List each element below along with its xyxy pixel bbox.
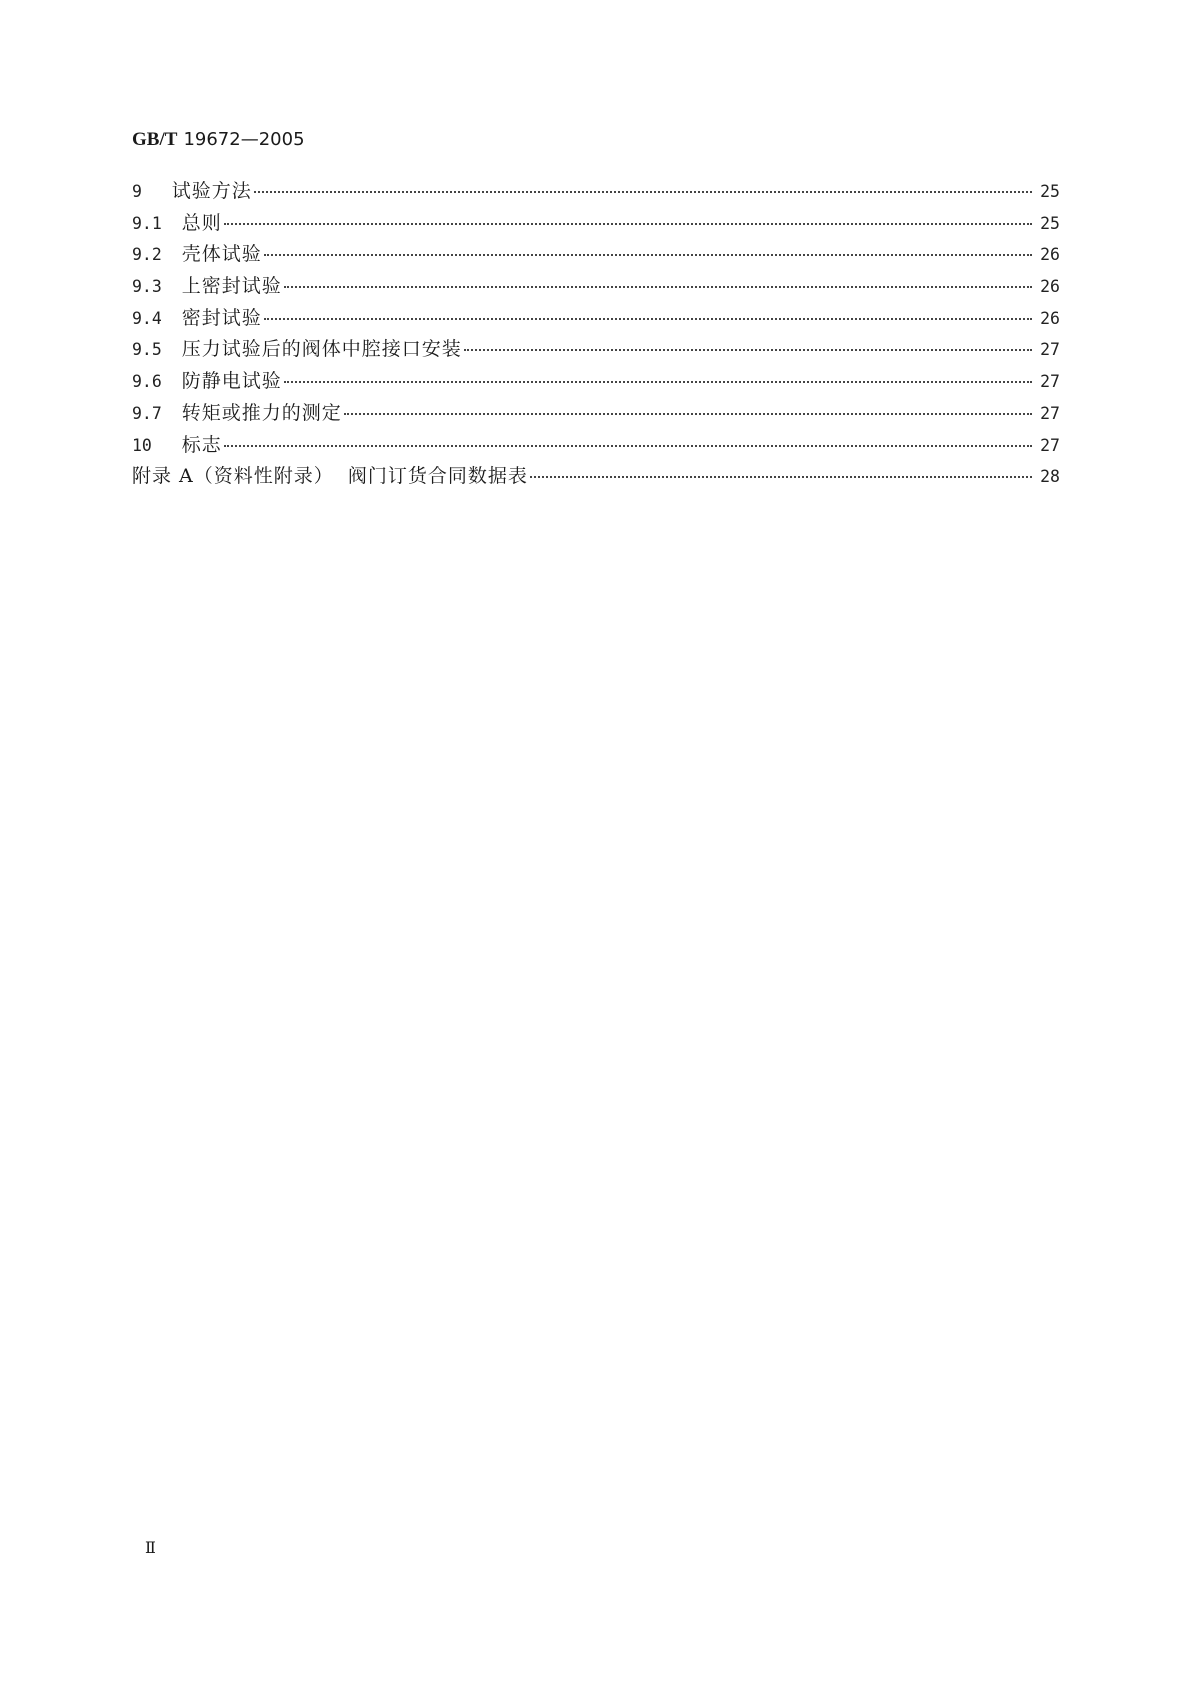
toc-dot-leader <box>530 475 1032 478</box>
toc-entry-9-5[interactable] <box>132 338 1060 370</box>
toc-entry-number: 10 <box>132 435 152 455</box>
toc-entry-9-1[interactable] <box>132 212 1060 244</box>
toc-dot-leader <box>264 253 1032 256</box>
table-of-contents <box>132 180 1060 497</box>
toc-entry-page: 26 <box>1040 245 1060 265</box>
toc-dot-leader <box>284 285 1032 288</box>
page-number: Ⅱ <box>145 1540 156 1557</box>
toc-entry-title: 试验方法 <box>171 180 252 202</box>
toc-entry-gap <box>162 276 182 298</box>
toc-entry-title: 上密封试验 <box>181 275 282 298</box>
standard-code <box>132 127 305 152</box>
toc-dot-leader <box>224 222 1032 225</box>
toc-dot-leader <box>284 380 1032 383</box>
toc-entry-gap <box>162 371 182 393</box>
toc-entry-gap <box>162 244 182 266</box>
toc-entry-gap <box>162 213 182 235</box>
toc-dot-leader <box>344 412 1032 415</box>
toc-entry-title: 总则 <box>181 211 222 234</box>
toc-entry-title: 壳体试验 <box>181 243 262 266</box>
toc-entry-page: 27 <box>1040 340 1060 360</box>
toc-entry-page: 27 <box>1040 435 1060 455</box>
toc-entry-title: 转矩或推力的测定 <box>181 401 342 424</box>
toc-entry-title: 密封试验 <box>181 306 262 329</box>
toc-entry-title: 压力试验后的阀体中腔接口安装 <box>181 338 462 361</box>
toc-dot-leader <box>224 444 1032 447</box>
toc-entry-number: 9 <box>132 182 142 201</box>
toc-entry-9-7[interactable] <box>132 402 1060 434</box>
toc-entry-number: 9.7 <box>132 403 162 423</box>
toc-entry-9-3[interactable] <box>132 275 1060 307</box>
toc-entry-gap <box>162 308 182 330</box>
toc-entry-gap <box>162 339 182 361</box>
standard-number: 19672—2005 <box>183 129 305 150</box>
toc-entry-number: 9.1 <box>132 213 162 233</box>
toc-entry-gap <box>142 181 172 203</box>
toc-entry-9[interactable] <box>132 180 1060 212</box>
toc-entry-page: 26 <box>1040 277 1060 297</box>
toc-entry-page: 25 <box>1040 213 1060 233</box>
toc-dot-leader <box>464 348 1032 351</box>
toc-entry-appendix-a[interactable] <box>132 465 1060 497</box>
toc-entry-number: 9.6 <box>132 372 162 392</box>
toc-entry-9-2[interactable] <box>132 243 1060 275</box>
toc-dot-leader <box>264 317 1032 320</box>
toc-entry-9-4[interactable] <box>132 307 1060 339</box>
toc-entry-gap <box>152 435 182 457</box>
toc-entry-gap <box>162 403 182 425</box>
toc-entry-number: 9.3 <box>132 277 162 297</box>
toc-entry-number: 9.2 <box>132 245 162 265</box>
toc-entry-number: 9.4 <box>132 308 162 328</box>
toc-entry-9-6[interactable] <box>132 370 1060 402</box>
toc-entry-title: 防静电试验 <box>181 370 282 393</box>
toc-entry-page: 27 <box>1040 372 1060 392</box>
toc-entry-page: 28 <box>1040 467 1060 487</box>
toc-entry-title: 标志 <box>181 433 222 456</box>
toc-dot-leader <box>254 190 1032 193</box>
toc-entry-10[interactable] <box>132 434 1060 466</box>
toc-entry-page: 26 <box>1040 308 1060 328</box>
toc-entry-page: 25 <box>1040 182 1060 201</box>
toc-entry-title: 附录 A（资料性附录） 阀门订货合同数据表 <box>132 465 528 488</box>
toc-entry-number: 9.5 <box>132 340 162 360</box>
standard-prefix: GB/T <box>132 129 178 150</box>
toc-entry-page: 27 <box>1040 403 1060 423</box>
